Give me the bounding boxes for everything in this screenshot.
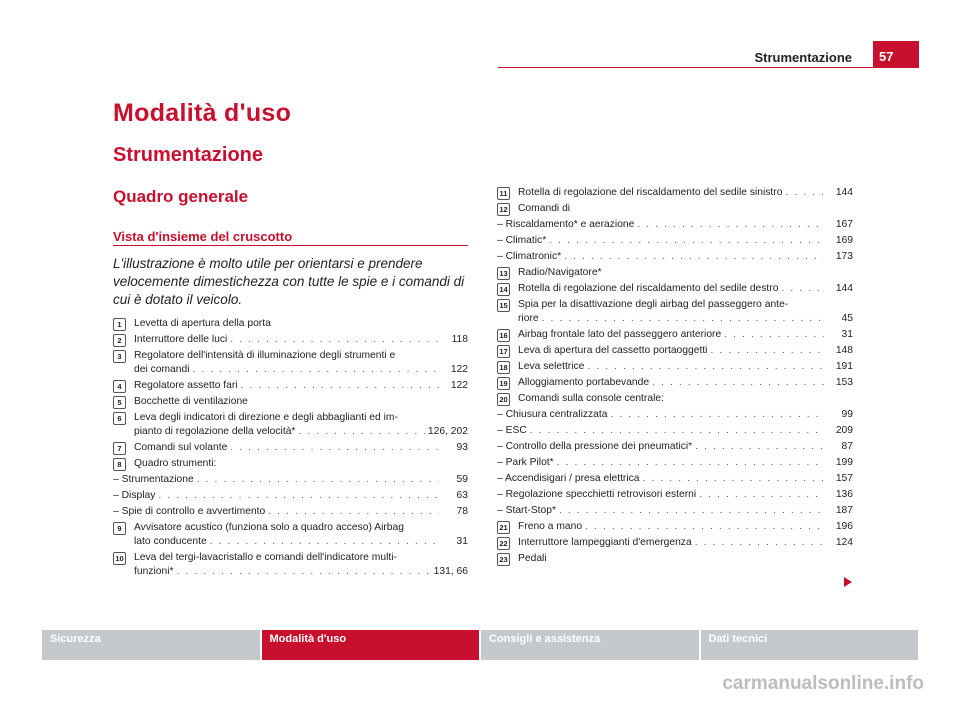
leader-dots <box>781 282 824 296</box>
item-text: – ESC <box>497 424 527 438</box>
page-number: 57 <box>873 41 919 68</box>
leader-dots <box>724 328 824 342</box>
page-ref[interactable]: 157 <box>835 473 853 484</box>
leader-dots <box>785 186 824 200</box>
item-row <box>497 456 853 470</box>
legend-item <box>113 317 468 331</box>
intro-text: L'illustrazione è molto utile per orientarsi e prendere velocemente dimestichezza con tutte le spie e i comandi di cui è dotato il veicolo. <box>113 256 465 307</box>
leader-dots <box>610 408 824 422</box>
legend-item <box>497 520 853 534</box>
legend-item <box>113 551 468 579</box>
item-row <box>497 488 853 502</box>
item-text: Leva selettrice <box>518 361 585 372</box>
item-row <box>134 441 468 455</box>
page-ref[interactable]: 122 <box>450 380 468 391</box>
item-row <box>518 376 853 390</box>
item-row <box>497 504 853 518</box>
item-row <box>518 360 853 374</box>
leader-dots <box>158 489 439 503</box>
item-text: Comandi sul volante <box>134 442 228 453</box>
watermark: carmanualsonline.info <box>722 673 924 694</box>
item-text: Rotella di regolazione del riscaldamento del sedile destro <box>518 283 779 294</box>
item-number-badge: 9 <box>113 522 126 535</box>
legend-item <box>113 333 468 347</box>
page-ref[interactable]: 131, 66 <box>433 566 468 577</box>
item-number-badge: 6 <box>113 412 126 425</box>
item-text: – Climatronic* <box>497 250 561 264</box>
header-rule <box>498 67 888 68</box>
item-number-badge: 22 <box>497 537 510 550</box>
leader-dots <box>695 536 824 550</box>
legend-item <box>113 457 468 471</box>
item-number-badge: 23 <box>497 553 510 566</box>
leader-dots <box>637 218 824 232</box>
item-row <box>134 333 468 347</box>
legend-item <box>113 349 468 377</box>
item-row <box>113 473 468 487</box>
leader-dots <box>699 488 824 502</box>
item-text: Comandi di <box>518 203 571 214</box>
sub-item <box>113 489 468 503</box>
item-text: – Accendisigari / presa elettrica <box>497 472 640 486</box>
legend-item <box>113 395 468 409</box>
item-number-badge: 12 <box>497 203 510 216</box>
item-text: – Chiusura centralizzata <box>497 408 607 422</box>
item-number-badge: 5 <box>113 396 126 409</box>
item-text: Regolatore assetto fari <box>134 380 238 391</box>
item-text: Avvisatore acustico (funziona solo a quadro acceso) Airbag <box>134 522 404 533</box>
item-text: lato conducente <box>134 536 207 547</box>
item-number-badge: 7 <box>113 442 126 455</box>
item-number-badge: 17 <box>497 345 510 358</box>
item-text: Comandi sulla console centrale: <box>518 393 664 404</box>
page-ref[interactable]: 209 <box>835 425 853 436</box>
page-ref[interactable]: 173 <box>835 251 853 262</box>
item-row <box>497 424 853 438</box>
item-number-badge: 18 <box>497 361 510 374</box>
leader-dots <box>210 535 439 549</box>
leader-dots <box>564 250 824 264</box>
leader-dots <box>542 312 824 326</box>
page-ref[interactable]: 63 <box>456 490 468 501</box>
sub-item <box>497 504 853 518</box>
page-ref[interactable]: 31 <box>456 536 468 547</box>
leader-dots <box>241 379 439 393</box>
item-row <box>134 535 468 549</box>
sub-item <box>497 250 853 264</box>
legend-item <box>113 411 468 439</box>
item-text: Leva del tergi-lavacristallo e comandi dell'indicatore multi- <box>134 552 397 563</box>
page-ref[interactable]: 191 <box>835 361 853 372</box>
sub-item <box>113 505 468 519</box>
item-number-badge: 4 <box>113 380 126 393</box>
item-text: riore <box>518 313 539 324</box>
leader-dots <box>652 376 824 390</box>
header-section-title: Strumentazione <box>754 50 852 65</box>
item-text: Leva di apertura del cassetto portaoggetti <box>518 345 708 356</box>
tab-modalita-uso[interactable]: Modalità d'uso <box>262 630 480 660</box>
legend-list-right <box>497 186 853 568</box>
tab-consigli-assistenza[interactable]: Consigli e assistenza <box>481 630 699 660</box>
item-row <box>518 328 853 342</box>
item-number-badge: 2 <box>113 334 126 347</box>
legend-item <box>113 379 468 393</box>
item-text: Levetta di apertura della porta <box>134 318 271 329</box>
sub-item <box>497 488 853 502</box>
page-ref[interactable]: 99 <box>841 409 853 420</box>
leader-dots <box>587 360 824 374</box>
page-ref[interactable]: 144 <box>835 283 853 294</box>
leader-dots <box>530 424 824 438</box>
chapter-title: Modalità d'uso <box>113 99 292 127</box>
item-number-badge: 11 <box>497 187 510 200</box>
page-ref[interactable]: 118 <box>451 334 468 345</box>
item-number-badge: 21 <box>497 521 510 534</box>
footer-nav <box>42 630 918 660</box>
item-text: funzioni* <box>134 566 174 577</box>
item-text: – Start-Stop* <box>497 504 556 518</box>
item-text: Pedali <box>518 553 547 564</box>
legend-item <box>497 298 853 326</box>
item-text: Freno a mano <box>518 521 583 532</box>
item-row <box>518 536 853 550</box>
subsection-title: Quadro generale <box>113 187 249 206</box>
item-text: Interruttore delle luci <box>134 334 228 345</box>
legend-item <box>497 202 853 216</box>
item-row <box>497 408 853 422</box>
item-number-badge: 16 <box>497 329 510 342</box>
item-row <box>113 505 468 519</box>
item-number-badge: 19 <box>497 377 510 390</box>
legend-item <box>497 392 853 406</box>
sub-item <box>113 473 468 487</box>
item-number-badge: 20 <box>497 393 510 406</box>
legend-item <box>497 266 853 280</box>
leader-dots <box>268 505 439 519</box>
item-row <box>497 234 853 248</box>
leader-dots <box>298 425 424 439</box>
page-ref[interactable]: 122 <box>450 364 468 375</box>
item-text: – Park Pilot* <box>497 456 554 470</box>
leader-dots <box>695 440 824 454</box>
leader-dots <box>710 344 824 358</box>
topic-rule <box>113 245 468 246</box>
item-row <box>134 425 468 439</box>
item-row <box>134 363 468 377</box>
page-ref[interactable]: 153 <box>835 377 853 388</box>
continue-arrow-icon <box>844 577 852 587</box>
item-text: – Strumentazione <box>113 473 194 487</box>
page-ref[interactable]: 136 <box>835 489 853 500</box>
page-ref[interactable]: 93 <box>456 442 468 453</box>
page-ref[interactable]: 31 <box>841 329 853 340</box>
item-text: Bocchette di ventilazione <box>134 396 248 407</box>
leader-dots <box>559 504 824 518</box>
page-ref[interactable]: 196 <box>835 521 853 532</box>
item-row <box>518 186 853 200</box>
page-ref[interactable]: 167 <box>835 219 853 230</box>
leader-dots <box>643 472 824 486</box>
legend-item <box>113 521 468 549</box>
item-text: Radio/Navigatore* <box>518 267 602 278</box>
item-number-badge: 14 <box>497 283 510 296</box>
page-ref[interactable]: 126, 202 <box>427 426 468 437</box>
page-ref[interactable]: 148 <box>835 345 853 356</box>
tab-sicurezza[interactable]: Sicurezza <box>42 630 260 660</box>
leader-dots <box>197 473 439 487</box>
item-number-badge: 13 <box>497 267 510 280</box>
item-number-badge: 10 <box>113 552 126 565</box>
page-ref[interactable]: 199 <box>835 457 853 468</box>
legend-item <box>497 536 853 550</box>
item-row <box>518 520 853 534</box>
page-ref[interactable]: 78 <box>456 506 468 517</box>
legend-item <box>497 552 853 566</box>
leader-dots <box>193 363 439 377</box>
sub-item <box>497 440 853 454</box>
item-row <box>497 472 853 486</box>
legend-item <box>497 282 853 296</box>
sub-item <box>497 218 853 232</box>
item-text: dei comandi <box>134 364 190 375</box>
item-text: Rotella di regolazione del riscaldamento del sedile sinistro <box>518 187 783 198</box>
item-row <box>518 312 853 326</box>
item-row <box>134 379 468 393</box>
item-row <box>518 282 853 296</box>
item-row <box>497 250 853 264</box>
leader-dots <box>230 441 439 455</box>
leader-dots <box>585 520 824 534</box>
legend-item <box>497 186 853 200</box>
item-text: Interruttore lampeggianti d'emergenza <box>518 537 692 548</box>
tab-dati-tecnici[interactable]: Dati tecnici <box>701 630 919 660</box>
item-text: – Spie di controllo e avvertimento <box>113 505 265 519</box>
legend-list-left <box>113 317 468 581</box>
item-row <box>518 344 853 358</box>
sub-item <box>497 424 853 438</box>
page-ref[interactable]: 124 <box>835 537 853 548</box>
sub-item <box>497 408 853 422</box>
item-number-badge: 3 <box>113 350 126 363</box>
legend-item <box>113 441 468 455</box>
legend-item <box>497 344 853 358</box>
page-ref[interactable]: 87 <box>841 441 853 452</box>
section-title: Strumentazione <box>113 144 264 166</box>
leader-dots <box>177 565 431 579</box>
page-ref[interactable]: 169 <box>835 235 853 246</box>
item-row <box>497 218 853 232</box>
sub-item <box>497 456 853 470</box>
item-text: Leva degli indicatori di direzione e degli abbaglianti ed im- <box>134 412 398 423</box>
item-number-badge: 1 <box>113 318 126 331</box>
item-text: – Regolazione specchietti retrovisori esterni <box>497 488 696 502</box>
item-text: Airbag frontale lato del passeggero anteriore <box>518 329 722 340</box>
item-text: Alloggiamento portabevande <box>518 377 650 388</box>
item-text: – Climatic* <box>497 234 546 248</box>
leader-dots <box>549 234 824 248</box>
item-text: – Display <box>113 489 155 503</box>
page-ref[interactable]: 45 <box>841 313 853 324</box>
item-number-badge: 8 <box>113 458 126 471</box>
leader-dots <box>557 456 824 470</box>
item-row <box>113 489 468 503</box>
item-number-badge: 15 <box>497 299 510 312</box>
page-ref[interactable]: 59 <box>456 474 468 485</box>
item-text: Regolatore dell'intensità di illuminazione degli strumenti e <box>134 350 396 361</box>
legend-item <box>497 328 853 342</box>
item-text: Quadro strumenti: <box>134 458 217 469</box>
legend-item <box>497 376 853 390</box>
page-ref[interactable]: 144 <box>835 187 853 198</box>
sub-item <box>497 234 853 248</box>
page-ref[interactable]: 187 <box>835 505 853 516</box>
legend-item <box>497 360 853 374</box>
item-text: – Riscaldamento* e aerazione <box>497 218 634 232</box>
topic-title: Vista d'insieme del cruscotto <box>113 229 293 244</box>
leader-dots <box>230 333 439 347</box>
item-row <box>134 565 468 579</box>
item-text: – Controllo della pressione dei pneumatici* <box>497 440 692 454</box>
item-row <box>497 440 853 454</box>
sub-item <box>497 472 853 486</box>
item-text: Spia per la disattivazione degli airbag del passeggero ante- <box>518 299 789 310</box>
item-text: pianto di regolazione della velocità* <box>134 426 296 437</box>
